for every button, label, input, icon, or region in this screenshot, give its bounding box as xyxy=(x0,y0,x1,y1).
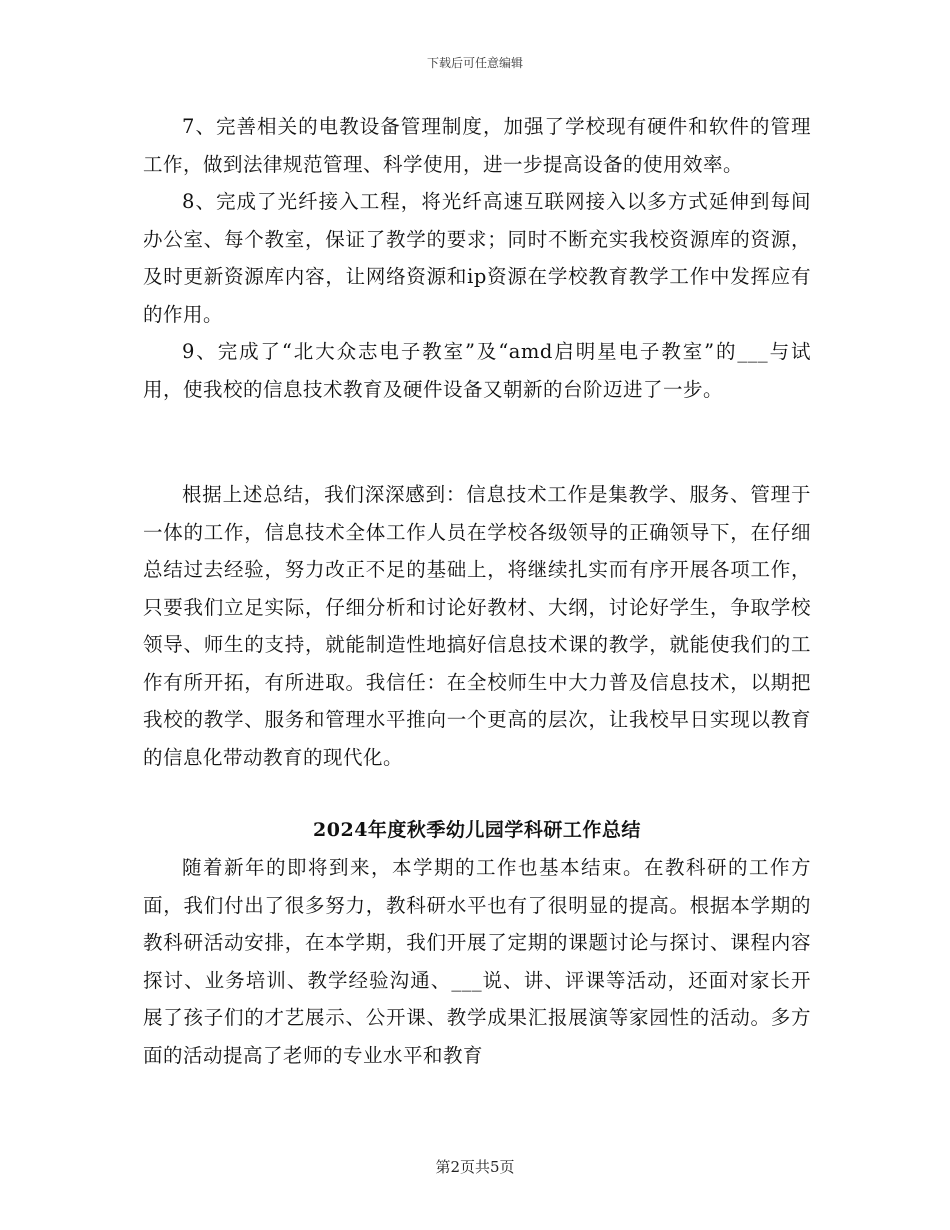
page-number: 第2页共5页 xyxy=(435,1158,515,1176)
summary-paragraph: 根据上述总结，我们深深感到：信息技术工作是集教学、服务、管理于一体的工作，信息技术全体工作人员在学校各级领导的正确领导下，在仔细总结过去经验，努力改正不足的基础上，将继续扎实而有序开展各项工作，只要我们立足实际，仔细分析和讨论好教材、大纲，讨论好学生，争取学校领导、师生的支持，就能制造性地搞好信息技术课的教学，就能使我们的工作有所开拓，有所进取。我信任：在全校师生中大力普及信息技术，以期把我校的教学、服务和管理水平推向一个更高的层次，让我校早日实现以教育的信息化带动教育的现代化。 xyxy=(143,483,811,769)
section-summary xyxy=(143,476,811,776)
item-8-paragraph: 8、完成了光纤接入工程，将光纤高速互联网接入以多方式延伸到每间办公室、每个教室，保证了教学的要求；同时不断充实我校资源库的资源，及时更新资源库内容，让网络资源和ip资源在学校教育教学工作中发挥应有的作用。 xyxy=(143,190,811,326)
item-7-paragraph: 7、完善相关的电教设备管理制度，加强了学校现有硬件和软件的管理工作，做到法律规范管理、科学使用，进一步提高设备的使用效率。 xyxy=(143,115,811,176)
section-2 xyxy=(143,812,811,1074)
item-9-paragraph: 9、完成了“北大众志电子教室”及“amd启明星电子教室”的___与试用，使我校的信息技术教育及硬件设备又朝新的台阶迈进了一步。 xyxy=(143,340,811,401)
section-1 xyxy=(143,108,811,408)
intro-paragraph: 随着新年的即将到来，本学期的工作也基本结束。在教科研的工作方面，我们付出了很多努力，教科研水平也有了很明显的提高。根据本学期的教科研活动安排，在本学期，我们开展了定期的课题讨论与探讨、课程内容探讨、业务培训、教学经验沟通、___说、讲、评课等活动，还面对家长开展了孩子们的才艺展示、公开课、教学成果汇报展演等家园性的活动。多方面的活动提高了老师的专业水平和教育 xyxy=(143,856,811,1067)
page-header: 下载后可任意编辑 xyxy=(426,56,523,70)
section-title: 2024年度秋季幼儿园学科研工作总结 xyxy=(313,819,641,841)
